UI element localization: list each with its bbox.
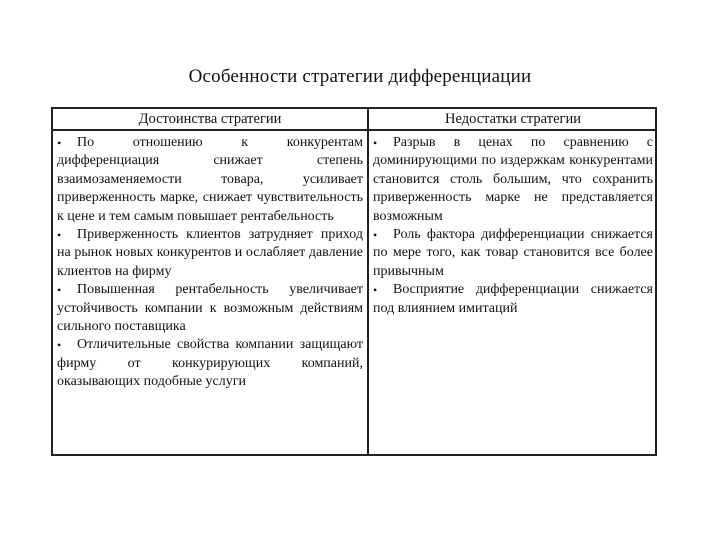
- advantage-item: [57, 226, 363, 281]
- page-title: Особенности стратегии дифференциации: [188, 66, 532, 87]
- advantages-cell: [53, 131, 367, 392]
- disadvantages-cell: [369, 131, 657, 318]
- header-advantages: Достоинства стратегии: [53, 109, 367, 131]
- advantage-item: [57, 336, 363, 391]
- advantage-item: [57, 134, 363, 226]
- disadvantage-item: [373, 134, 653, 226]
- bullet-icon: •: [57, 283, 62, 298]
- bullet-icon: •: [57, 338, 62, 353]
- bullet-icon: •: [373, 283, 378, 298]
- bullet-icon: •: [373, 228, 378, 243]
- advantage-item: [57, 281, 363, 336]
- advantage-text: Приверженность клиентов затрудняет приход на рынок новых конкурентов и ослабляет давление клиентов на фирму: [57, 227, 363, 279]
- disadvantage-item: [373, 281, 653, 318]
- disadvantage-text: Восприятие дифференциации снижается под влиянием имитаций: [373, 282, 653, 316]
- strategy-table: [51, 107, 657, 456]
- disadvantage-item: [373, 226, 653, 281]
- advantage-text: По отношению к конкурентам дифференциация снижает степень взаимозаменяемости товара, усиливает приверженность марке, снижает чувствительность к цене и тем самым повышает рентабельность: [57, 135, 363, 224]
- bullet-icon: •: [57, 136, 62, 150]
- disadvantage-text: Роль фактора дифференциации снижается по мере того, как товар становится все более привычным: [373, 227, 653, 279]
- advantage-text: Повышенная рентабельность увеличивает устойчивость компании к возможным действиям сильного поставщика: [57, 282, 363, 335]
- header-disadvantages: Недостатки стратегии: [369, 109, 657, 131]
- bullet-icon: •: [373, 136, 378, 150]
- advantage-text: Отличительные свойства компании защищают фирму от конкурирующих компаний, оказывающих подобные услуги: [57, 337, 363, 390]
- disadvantage-text: Разрыв в ценах по сравнению с доминирующими по издержкам конкурентами становится столь большим, что сохранить приверженность марке не представляется возможным: [373, 135, 653, 224]
- bullet-icon: •: [57, 228, 62, 243]
